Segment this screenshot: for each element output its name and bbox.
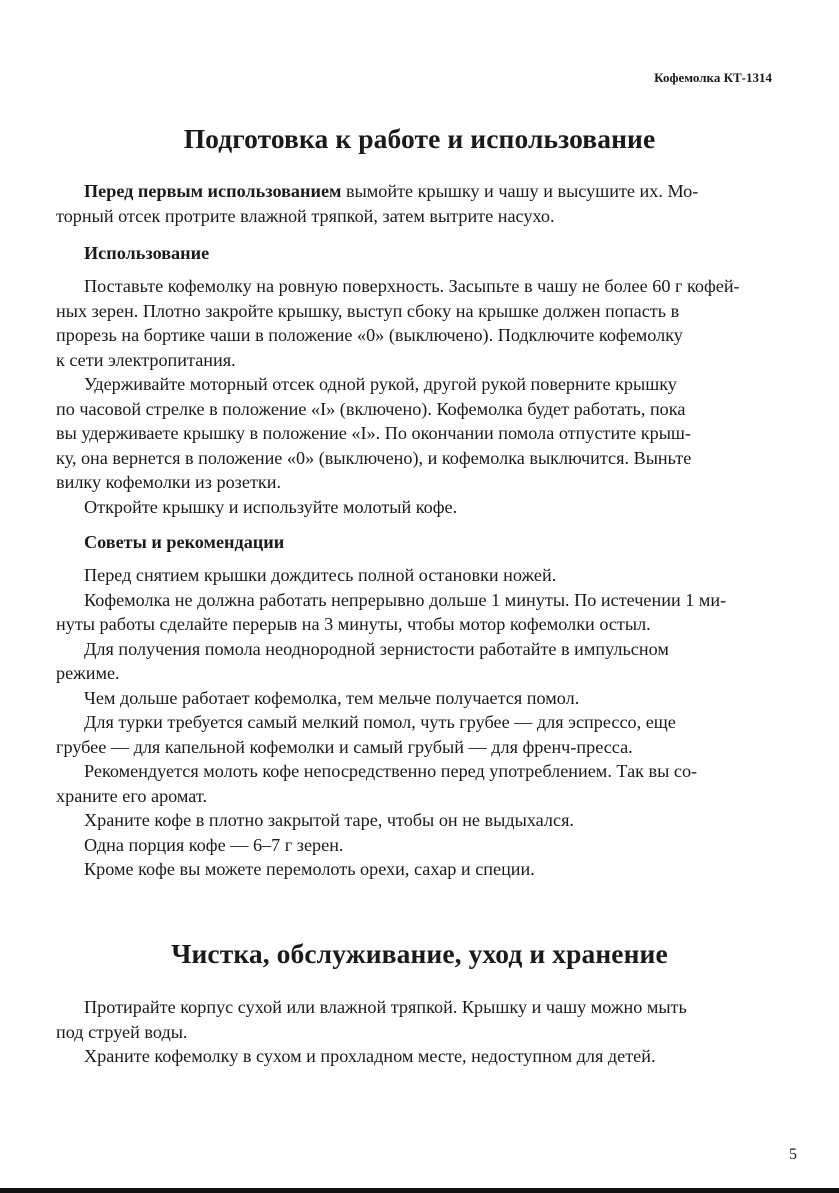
tips-line: храните его аромат. — [56, 785, 208, 806]
section-title-cleaning: Чистка, обслуживание, уход и хранение — [171, 938, 668, 969]
usage-paragraphs — [56, 274, 769, 519]
usage-line: вы удерживаете крышку в положение «I». По окончании помола отпустите крыш- — [56, 423, 691, 443]
usage-line: к сети электропитания. — [56, 349, 236, 370]
intro-line-1 — [56, 179, 769, 204]
page-number: 5 — [789, 1146, 797, 1163]
tips-line: грубее — для капельной кофемолки и самый грубый — для френч-пресса. — [56, 736, 633, 757]
intro-paragraph — [56, 179, 769, 228]
tips-line: Перед снятием крышки дождитесь полной остановки ножей. — [84, 565, 557, 585]
usage-line: ку, она вернется в положение «0» (выключено), и кофемолка выключится. Выньте — [56, 447, 692, 468]
tips-line: Одна порция кофе — 6–7 г зерен. — [84, 834, 344, 855]
usage-heading: Использование — [84, 243, 210, 263]
bottom-rule — [0, 1188, 839, 1193]
usage-line: Удерживайте моторный отсек одной рукой, другой рукой поверните крышку — [84, 374, 677, 394]
usage-line: Поставьте кофемолку на ровную поверхность. Засыпьте в чашу не более 60 г кофей- — [84, 276, 740, 296]
intro-line-1-rest: вымойте крышку и чашу и высушите их. Мо- — [341, 181, 699, 201]
care-paragraphs — [56, 995, 769, 1069]
usage-line: ных зерен. Плотно закройте крышку, выступ сбоку на крышке должен попасть в — [56, 300, 680, 321]
tips-heading-block — [56, 530, 769, 555]
section-title-preparation: Подготовка к работе и использование — [183, 123, 656, 154]
tips-line: Рекомендуется молоть кофе непосредственно перед употреблением. Так вы со- — [84, 761, 698, 781]
usage-line: по часовой стрелке в положение «I» (включено). Кофемолка будет работать, пока — [56, 398, 686, 419]
usage-line: вилку кофемолки из розетки. — [56, 472, 282, 492]
tips-line: Кроме кофе вы можете перемолоть орехи, сахар и специи. — [84, 859, 535, 879]
tips-heading: Советы и рекомендации — [84, 532, 285, 552]
intro-bold-lead: Перед первым использованием — [84, 181, 342, 201]
tips-line: нуты работы сделайте перерыв на 3 минуты, чтобы мотор кофемолки остыл. — [56, 614, 651, 634]
tips-line: Храните кофе в плотно закрытой таре, чтобы он не выдыхался. — [84, 810, 574, 830]
usage-line: Откройте крышку и используйте молотый кофе. — [84, 496, 458, 517]
tips-line: режиме. — [56, 663, 120, 683]
tips-line: Для турки требуется самый мелкий помол, чуть грубее — для эспрессо, еще — [84, 712, 676, 732]
usage-line: прорезь на бортике чаши в положение «0» (выключено). Подключите кофемолку — [56, 325, 683, 345]
intro-line-2: торный отсек протрите влажной тряпкой, затем вытрите насухо. — [56, 205, 555, 226]
care-line: Храните кофемолку в сухом и прохладном месте, недоступном для детей. — [84, 1046, 656, 1066]
running-header: Кофемолка КТ-1314 — [654, 70, 772, 85]
tips-line: Чем дольше работает кофемолка, тем мельче получается помол. — [84, 687, 580, 708]
care-line: Протирайте корпус сухой или влажной тряпкой. Крышку и чашу можно мыть — [84, 997, 687, 1017]
tips-line: Для получения помола неоднородной зернистости работайте в импульсном — [84, 638, 669, 659]
usage-heading-block — [56, 241, 769, 266]
tips-line: Кофемолка не должна работать непрерывно дольше 1 минуты. По истечении 1 ми- — [84, 589, 727, 610]
care-line: под струей воды. — [56, 1021, 188, 1042]
tips-paragraphs — [56, 563, 769, 882]
